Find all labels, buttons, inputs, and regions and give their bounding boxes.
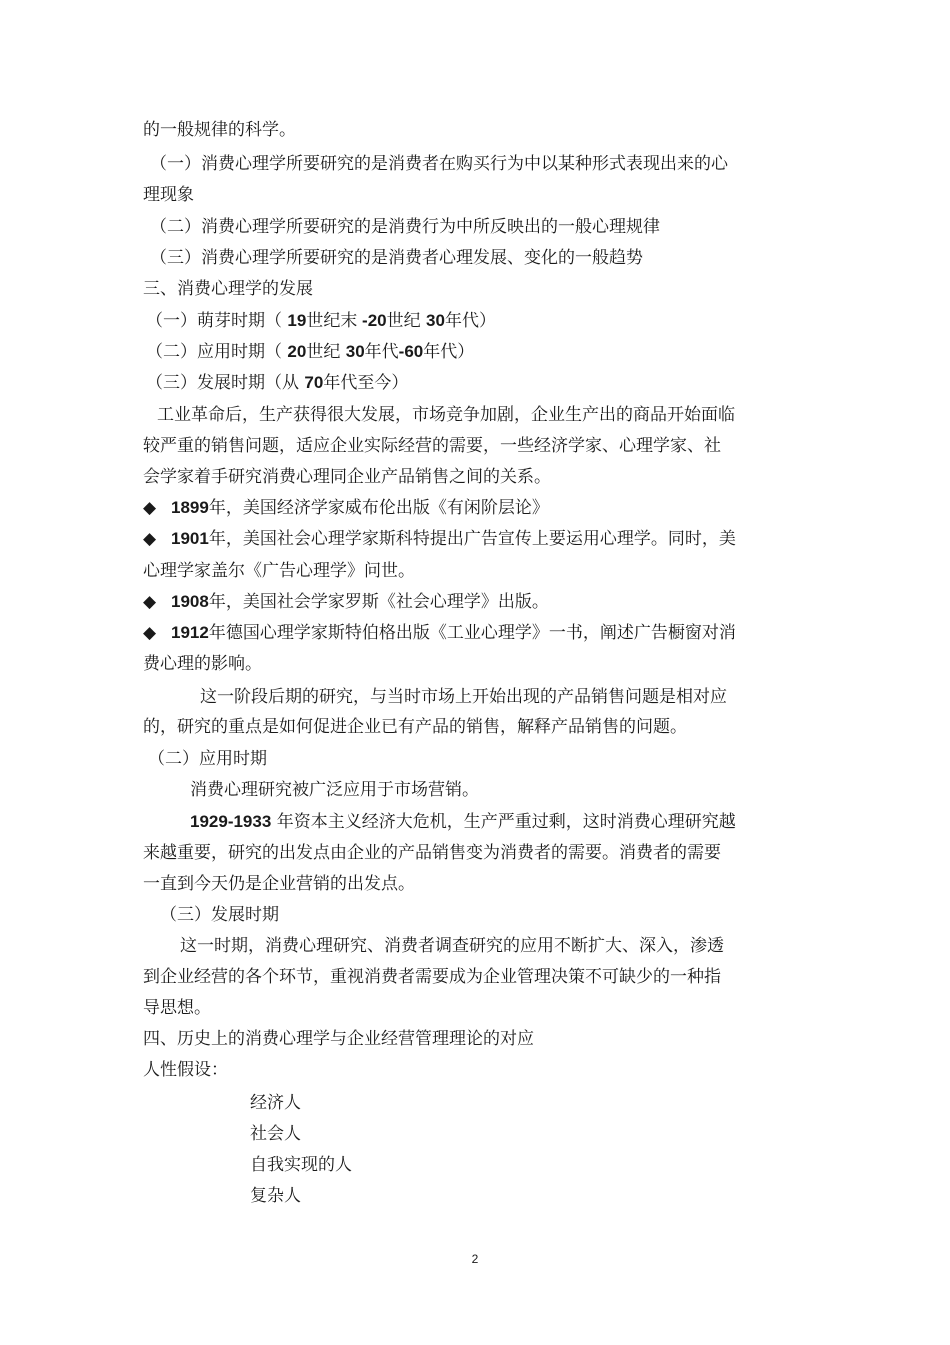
bullet-continuation: 心理学家盖尔《广告心理学》问世。 <box>143 561 415 581</box>
paragraph-line: 的，研究的重点是如何促进企业已有产品的销售，解释产品销售的问题。 <box>143 717 687 737</box>
list-item: 经济人 <box>250 1093 301 1113</box>
bullet-item: ◆ 1899年，美国经济学家威布伦出版《有闲阶层论》 <box>143 498 549 518</box>
diamond-bullet-icon: ◆ <box>143 592 157 612</box>
subsection-heading: （三）发展时期 <box>160 905 279 925</box>
period-line: （一）萌芽时期（ 19世纪末 -20世纪 30年代） <box>146 311 496 331</box>
section-heading: 四、历史上的消费心理学与企业经营管理理论的对应 <box>143 1029 534 1049</box>
diamond-bullet-icon: ◆ <box>143 529 157 549</box>
paragraph-line: 工业革命后，生产获得很大发展，市场竞争加剧，企业生产出的商品开始面临 <box>157 405 735 425</box>
text-line: 的一般规律的科学。 <box>143 120 296 140</box>
text-line: （三）消费心理学所要研究的是消费者心理发展、变化的一般趋势 <box>150 248 643 268</box>
diamond-bullet-icon: ◆ <box>143 623 157 643</box>
paragraph-line: 消费心理研究被广泛应用于市场营销。 <box>190 780 479 800</box>
text-line: （一）消费心理学所要研究的是消费者在购买行为中以某种形式表现出来的心 <box>150 154 728 174</box>
paragraph-line: 来越重要，研究的出发点由企业的产品销售变为消费者的需要。消费者的需要 <box>143 843 721 863</box>
paragraph-line: 到企业经营的各个环节，重视消费者需要成为企业管理决策不可缺少的一种指 <box>143 967 721 987</box>
list-item: 社会人 <box>250 1124 301 1144</box>
paragraph-line: 较严重的销售问题，适应企业实际经营的需要，一些经济学家、心理学家、社 <box>143 436 721 456</box>
text-line: （二）消费心理学所要研究的是消费行为中所反映出的一般心理规律 <box>150 217 660 237</box>
paragraph-line: 导思想。 <box>143 998 211 1018</box>
period-line: （二）应用时期（ 20世纪 30年代-60年代） <box>146 342 475 362</box>
label-text: 人性假设： <box>143 1060 228 1080</box>
paragraph-line: 一直到今天仍是企业营销的出发点。 <box>143 874 415 894</box>
section-heading: 三、消费心理学的发展 <box>143 279 313 299</box>
paragraph-line: 这一阶段后期的研究，与当时市场上开始出现的产品销售问题是相对应 <box>200 687 727 707</box>
list-item: 自我实现的人 <box>250 1155 352 1175</box>
subsection-heading: （二）应用时期 <box>148 749 267 769</box>
paragraph-line: 1929-1933 年资本主义经济大危机，生产严重过剩，这时消费心理研究越 <box>190 812 736 832</box>
paragraph-line: 这一时期，消费心理研究、消费者调查研究的应用不断扩大、深入，渗透 <box>180 936 724 956</box>
page-number: 2 <box>471 1252 479 1266</box>
text-line: 理现象 <box>143 185 194 205</box>
paragraph-line: 会学家着手研究消费心理同企业产品销售之间的关系。 <box>143 467 551 487</box>
bullet-continuation: 费心理的影响。 <box>143 654 262 674</box>
list-item: 复杂人 <box>250 1186 301 1206</box>
bullet-item: ◆ 1908年，美国社会学家罗斯《社会心理学》出版。 <box>143 592 549 612</box>
period-line: （三）发展时期（从 70年代至今） <box>146 373 409 393</box>
bullet-item: ◆ 1912年德国心理学家斯特伯格出版《工业心理学》一书，阐述广告橱窗对消 <box>143 623 736 643</box>
bullet-item: ◆ 1901年，美国社会心理学家斯科特提出广告宣传上要运用心理学。同时，美 <box>143 529 736 549</box>
diamond-bullet-icon: ◆ <box>143 498 157 518</box>
